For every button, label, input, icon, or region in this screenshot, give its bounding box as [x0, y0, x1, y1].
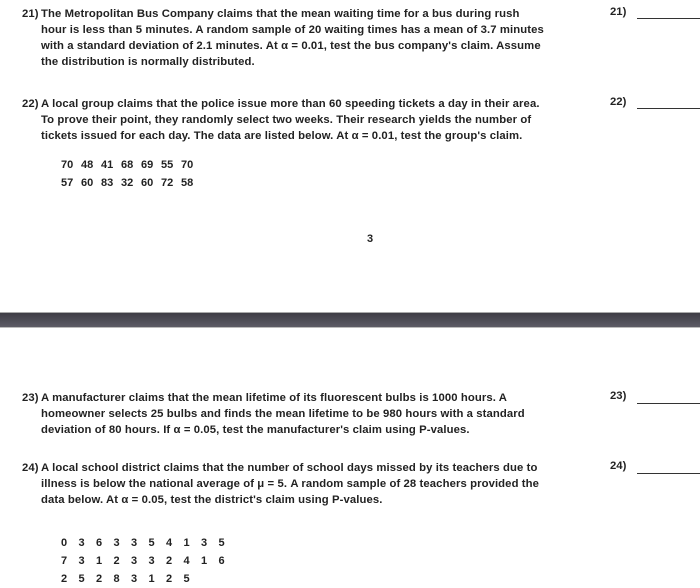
- answer-label-23: 23): [610, 390, 627, 402]
- data-value: 0: [61, 537, 68, 549]
- question-21: [22, 6, 602, 70]
- question-line: The Metropolitan Bus Company claims that the mean waiting time for a bus during rush: [41, 8, 520, 20]
- page-number: 3: [367, 233, 374, 245]
- question-line: tickets issued for each day. The data are listed below. At α = 0.01, test the group's claim.: [41, 130, 523, 142]
- data-value: 58: [181, 177, 194, 189]
- data-value: 3: [131, 537, 138, 549]
- data-value: 72: [161, 177, 174, 189]
- data-value: 8: [113, 573, 120, 585]
- data-value: 4: [166, 537, 173, 549]
- question-line: hour is less than 5 minutes. A random sample of 20 waiting times has a mean of 3.7 minutes: [41, 24, 544, 36]
- data-value: 41: [101, 159, 114, 171]
- question-number: 23): [22, 392, 39, 404]
- data-value: 60: [141, 177, 154, 189]
- ticket-data-table: [61, 156, 201, 192]
- question-text: [41, 96, 602, 144]
- data-value: 3: [113, 537, 120, 549]
- question-line: homeowner selects 25 bulbs and finds the mean lifetime to be 980 hours with a standard: [41, 408, 525, 420]
- question-22: [22, 96, 602, 144]
- question-text: [41, 390, 602, 438]
- data-value: 3: [78, 555, 85, 567]
- data-value: 70: [61, 159, 74, 171]
- data-value: 6: [96, 537, 103, 549]
- data-value: 3: [131, 555, 138, 567]
- question-line: with a standard deviation of 2.1 minutes. At α = 0.01, test the bus company's claim. Assume: [41, 40, 541, 52]
- data-value: 5: [183, 573, 190, 585]
- data-value: 5: [78, 573, 85, 585]
- data-value: 7: [61, 555, 68, 567]
- data-value: 2: [166, 555, 173, 567]
- answer-blank-22[interactable]: [637, 108, 700, 109]
- data-row: [61, 156, 201, 174]
- answer-label-22: 22): [610, 96, 627, 108]
- data-value: 3: [78, 537, 85, 549]
- question-text: [41, 460, 602, 508]
- data-value: 48: [81, 159, 94, 171]
- data-value: 3: [148, 555, 155, 567]
- days-missed-data-table: [61, 534, 236, 588]
- question-line: A manufacturer claims that the mean lifetime of its fluorescent bulbs is 1000 hours. A: [41, 392, 508, 404]
- data-value: 1: [96, 555, 103, 567]
- answer-blank-24[interactable]: [637, 473, 700, 474]
- data-row: [61, 534, 236, 552]
- question-24: [22, 460, 602, 508]
- question-number: 21): [22, 8, 39, 20]
- data-value: 5: [148, 537, 155, 549]
- data-value: 3: [201, 537, 208, 549]
- answer-blank-21[interactable]: [637, 18, 700, 19]
- data-value: 1: [201, 555, 208, 567]
- data-value: 60: [81, 177, 94, 189]
- data-value: 2: [113, 555, 120, 567]
- data-row: [61, 570, 236, 588]
- question-line: A local group claims that the police issue more than 60 speeding tickets a day in their area.: [41, 98, 540, 110]
- data-row: [61, 552, 236, 570]
- data-value: 70: [181, 159, 194, 171]
- data-value: 2: [61, 573, 68, 585]
- data-value: 5: [218, 537, 225, 549]
- question-line: To prove their point, they randomly select two weeks. Their research yields the number of: [41, 114, 532, 126]
- data-value: 55: [161, 159, 174, 171]
- question-line: data below. At α = 0.05, test the district's claim using P-values.: [41, 494, 383, 506]
- answer-label-21: 21): [610, 6, 627, 18]
- data-value: 68: [121, 159, 134, 171]
- data-value: 2: [166, 573, 173, 585]
- question-line: A local school district claims that the number of school days missed by its teachers due to: [41, 462, 538, 474]
- question-line: the distribution is normally distributed.: [41, 56, 255, 68]
- question-23: [22, 390, 602, 438]
- data-value: 83: [101, 177, 114, 189]
- data-value: 1: [148, 573, 155, 585]
- answer-label-24: 24): [610, 460, 627, 472]
- question-text: [41, 6, 602, 70]
- data-value: 69: [141, 159, 154, 171]
- page-divider: [0, 312, 700, 328]
- data-value: 1: [183, 537, 190, 549]
- question-number: 22): [22, 98, 39, 110]
- data-value: 6: [218, 555, 225, 567]
- question-line: deviation of 80 hours. If α = 0.05, test the manufacturer's claim using P-values.: [41, 424, 470, 436]
- data-value: 32: [121, 177, 134, 189]
- question-line: illness is below the national average of μ = 5. A random sample of 28 teachers provided the: [41, 478, 540, 490]
- answer-blank-23[interactable]: [637, 403, 700, 404]
- data-row: [61, 174, 201, 192]
- data-value: 4: [183, 555, 190, 567]
- data-value: 57: [61, 177, 74, 189]
- data-value: 2: [96, 573, 103, 585]
- question-number: 24): [22, 462, 39, 474]
- data-value: 3: [131, 573, 138, 585]
